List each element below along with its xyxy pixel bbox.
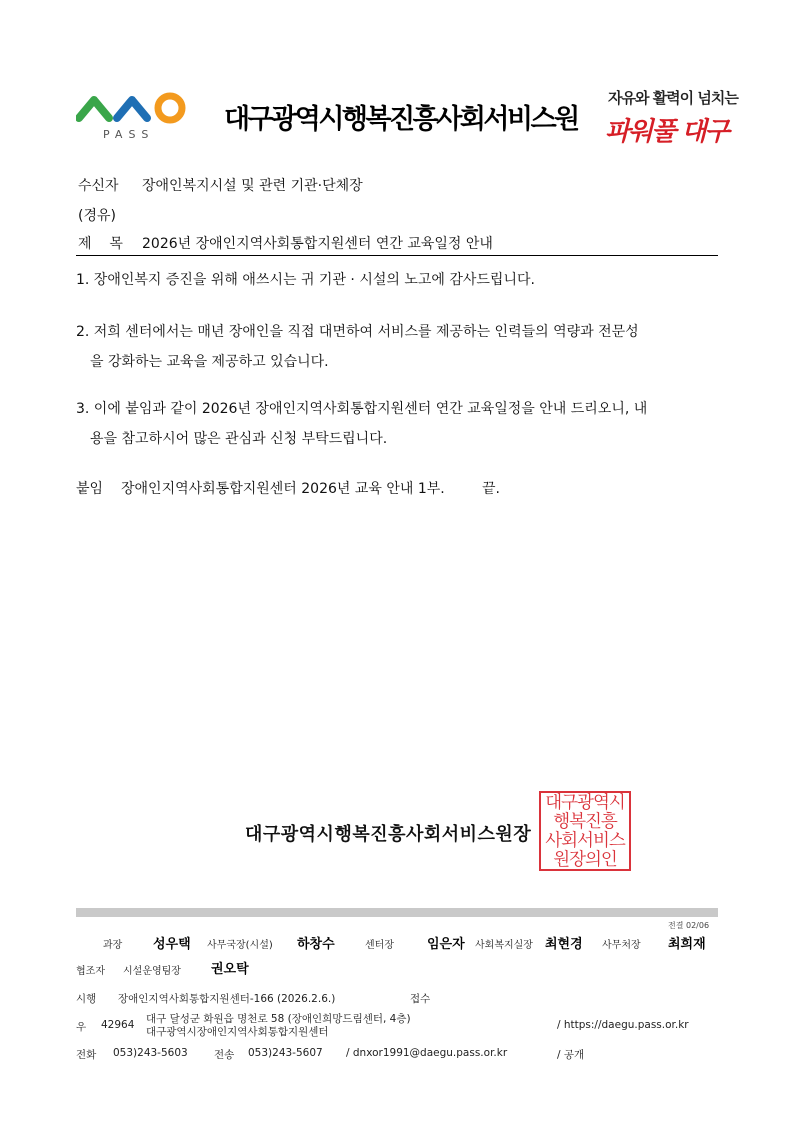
zip-label: 우 — [76, 1021, 87, 1033]
seal-line: 사회서비스 — [545, 831, 625, 851]
fax-value: 053)243-5607 — [248, 1047, 323, 1059]
receipt-label: 접수 — [410, 993, 431, 1005]
approval-name: 성우택 — [153, 937, 191, 952]
paragraph-3-line-1: 3. 이에 붙임과 같이 2026년 장애인지역사회통합지원센터 연간 교육일정을 안내 드리오니, 내 — [76, 401, 648, 417]
attachment-label: 붙임 — [76, 481, 104, 497]
paragraph-2-line-2: 을 강화하는 교육을 제공하고 있습니다. — [90, 354, 329, 370]
cooperator-name: 권오탁 — [211, 962, 249, 977]
enforce-label: 시행 — [76, 993, 97, 1005]
seal-line: 행복진흥 — [553, 812, 617, 832]
slogan-bottom: 파워풀 대구 — [605, 117, 728, 147]
header-divider — [76, 255, 718, 256]
paragraph-3 — [76, 394, 720, 454]
cooperator-role: 시설운영팀장 — [123, 966, 181, 977]
approval-name: 최희재 — [668, 937, 706, 952]
address-line-1: 대구 달성군 화원읍 명천로 58 (장애인희망드림센터, 4층) — [146, 1013, 411, 1025]
via-label: (경유) — [78, 208, 116, 224]
org-title: 대구광역시행복진흥사회서비스원 — [224, 104, 578, 135]
email-link[interactable]: / dnxor1991@daegu.pass.or.kr — [346, 1047, 508, 1059]
end-mark: 끝. — [482, 481, 500, 497]
approval-role: 과장 — [103, 940, 123, 951]
approval-name: 하창수 — [297, 937, 335, 952]
approval-name: 최현경 — [545, 937, 583, 952]
disclosure-status: / 공개 — [557, 1049, 585, 1061]
recipient-label: 수신자 — [78, 178, 119, 194]
attachment-value: 장애인지역사회통합지원센터 2026년 교육 안내 1부. — [121, 481, 445, 497]
slogan-top: 자유와 활력이 넘치는 — [608, 89, 738, 107]
zip-value: 42964 — [101, 1019, 135, 1031]
address-line-2: 대구광역시장애인지역사회통합지원센터 — [146, 1026, 329, 1038]
cooperator-label: 협조자 — [76, 966, 105, 977]
subject-value: 2026년 장애인지역사회통합지원센터 연간 교육일정 안내 — [142, 236, 493, 252]
subject-label: 제 목 — [78, 236, 123, 252]
paragraph-1: 1. 장애인복지 증진을 위해 애쓰시는 귀 기관 · 시설의 노고에 감사드립니다. — [76, 272, 535, 288]
phone-label: 전화 — [76, 1049, 97, 1061]
issuer-signature: 대구광역시행복진흥사회서비스원장 — [245, 824, 532, 845]
approval-role: 사무처장 — [602, 940, 641, 951]
approval-role: 센터장 — [365, 940, 394, 951]
approval-role: 사무국장(시설) — [207, 940, 273, 951]
recipient-value: 장애인복지시설 및 관련 기관·단체장 — [142, 178, 363, 194]
fax-label: 전송 — [214, 1049, 235, 1061]
seal-line: 대구광역시 — [545, 793, 625, 813]
footer-divider-bar — [76, 908, 718, 917]
doc-code: 전결 02/06 — [668, 921, 710, 930]
enforce-value: 장애인지역사회통합지원센터-166 (2026.2.6.) — [118, 993, 336, 1005]
paragraph-2 — [76, 317, 720, 377]
paragraph-3-line-2: 용을 참고하시어 많은 관심과 신청 부탁드립니다. — [90, 431, 388, 447]
pass-logo-icon — [76, 90, 188, 126]
approval-role: 사회복지실장 — [475, 940, 533, 951]
paragraph-2-line-1: 2. 저희 센터에서는 매년 장애인을 직접 대면하여 서비스를 제공하는 인력들의 역량과 전문성 — [76, 324, 639, 340]
phone-value: 053)243-5603 — [113, 1047, 188, 1059]
logo-text: PASS — [103, 128, 155, 141]
official-seal — [539, 791, 631, 871]
approval-name: 임은자 — [427, 937, 465, 952]
seal-line: 원장의인 — [553, 850, 617, 870]
website-link[interactable]: / https://daegu.pass.or.kr — [557, 1019, 689, 1031]
